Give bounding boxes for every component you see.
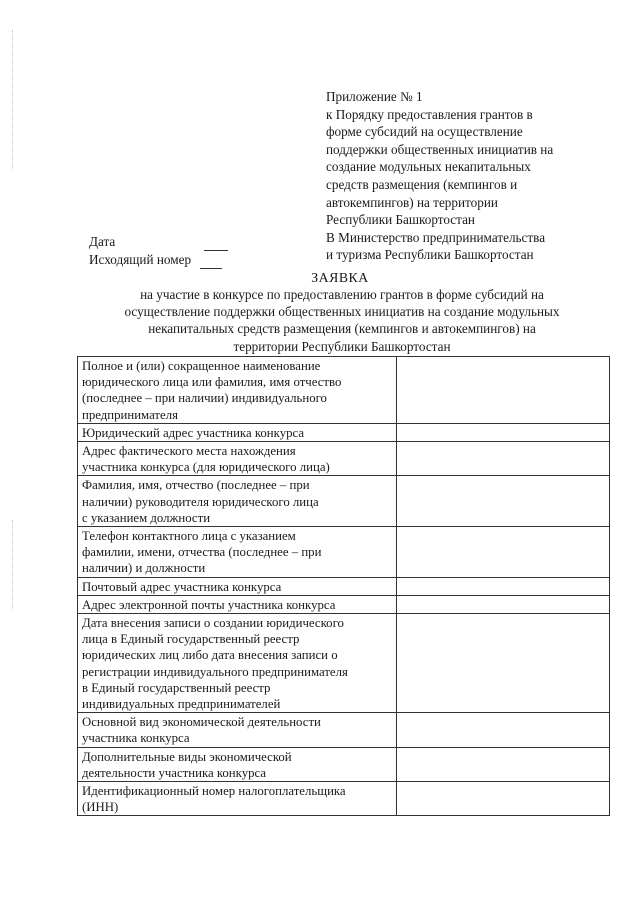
appendix-line: Республики Башкортостан: [326, 212, 475, 228]
value-cell-legal-address[interactable]: [397, 423, 610, 441]
row-label-registration-date: [78, 614, 397, 713]
appendix-line: создание модульных некапитальных: [326, 159, 531, 175]
appendix-line: форме субсидий на осуществление: [326, 124, 523, 140]
row-label-legal-address: [78, 423, 397, 441]
row-label-inn: [78, 782, 397, 816]
label-line: Почтовый адрес участника конкурса: [82, 579, 282, 594]
row-label-head-name: [78, 476, 397, 527]
value-cell-contact-phone[interactable]: [397, 527, 610, 578]
outgoing-number-line: [89, 251, 228, 269]
table-row: [78, 713, 610, 747]
subtitle-line: некапитальных средств размещения (кемпингов и автокемпингов) на: [148, 321, 536, 337]
scan-edge-mark: [12, 520, 13, 610]
label-line: Дата внесения записи о создании юридического: [82, 616, 344, 631]
label-line: Фамилия, имя, отчество (последнее – при: [82, 478, 310, 493]
application-form-table: [77, 356, 610, 816]
table-row: [78, 357, 610, 424]
table-row: [78, 476, 610, 527]
table-row: [78, 614, 610, 713]
value-cell-head-name[interactable]: [397, 476, 610, 527]
table-row: [78, 782, 610, 816]
row-label-additional-activities: [78, 747, 397, 781]
value-cell-main-activity[interactable]: [397, 713, 610, 747]
value-cell-postal-address[interactable]: [397, 577, 610, 595]
row-label-actual-address: [78, 442, 397, 476]
label-line: фамилии, имени, отчества (последнее – при: [82, 545, 322, 560]
appendix-note: [326, 88, 596, 229]
label-line: с указанием должности: [82, 510, 211, 525]
row-label-postal-address: [78, 577, 397, 595]
value-cell-organization-name[interactable]: [397, 357, 610, 424]
appendix-line: поддержки общественных инициатив на: [326, 141, 554, 157]
label-line: Идентификационный номер налогоплательщика: [82, 784, 346, 799]
date-label: Дата: [89, 234, 116, 249]
appendix-line: к Порядку предоставления грантов в: [326, 106, 533, 122]
outgoing-number-field[interactable]: [200, 251, 222, 269]
label-line: наличии) руководителя юридического лица: [82, 494, 319, 509]
label-line: Телефон контактного лица с указанием: [82, 529, 296, 544]
document-title: ЗАЯВКА: [311, 270, 369, 285]
label-line: деятельности участника конкурса: [82, 765, 267, 780]
recipient-line: В Министерство предпринимательства: [326, 230, 546, 245]
label-line: Дополнительные виды экономической: [82, 749, 292, 764]
label-line: Полное и (или) сокращенное наименование: [82, 359, 321, 373]
subtitle-line: на участие в конкурсе по предоставлению грантов в форме субсидий на: [140, 287, 544, 302]
appendix-line: автокемпингов) на территории: [326, 194, 498, 210]
label-line: участника конкурса (для юридического лица): [82, 460, 330, 475]
row-label-contact-phone: [78, 527, 397, 578]
label-line: предпринимателя: [82, 407, 178, 422]
label-line: индивидуальных предпринимателей: [82, 697, 281, 712]
label-line: (ИНН): [82, 800, 119, 815]
document-subtitle: [72, 286, 612, 355]
table-row: [78, 423, 610, 441]
recipient-block: [326, 229, 606, 263]
scan-edge-mark: [12, 30, 13, 170]
label-line: наличии) и должности: [82, 561, 206, 576]
label-line: Адрес фактического места нахождения: [82, 444, 296, 459]
row-label-organization-name: [78, 357, 397, 424]
appendix-line: средств размещения (кемпингов и: [326, 176, 518, 192]
label-line: регистрации индивидуального предпринимателя: [82, 664, 348, 679]
date-line: [89, 233, 228, 251]
value-cell-email[interactable]: [397, 595, 610, 613]
table-row: [78, 747, 610, 781]
value-cell-actual-address[interactable]: [397, 442, 610, 476]
date-field[interactable]: [204, 233, 228, 251]
label-line: юридического лица или фамилия, имя отчество: [82, 375, 342, 390]
label-line: Юридический адрес участника конкурса: [82, 425, 305, 440]
appendix-line: Приложение № 1: [326, 89, 423, 104]
label-line: в Единый государственный реестр: [82, 680, 271, 695]
row-label-main-activity: [78, 713, 397, 747]
table-row: [78, 577, 610, 595]
recipient-line: и туризма Республики Башкортостан: [326, 247, 534, 262]
outgoing-number-label: Исходящий номер: [89, 252, 192, 267]
table-row: [78, 527, 610, 578]
document-meta: [89, 233, 228, 269]
label-line: лица в Единый государственный реестр: [82, 632, 300, 647]
label-line: юридических лиц либо дата внесения записи о: [82, 648, 338, 663]
label-line: участника конкурса: [82, 731, 190, 746]
subtitle-line: осуществление поддержки общественных инициатив на создание модульных: [124, 304, 560, 320]
value-cell-registration-date[interactable]: [397, 614, 610, 713]
table-row: [78, 595, 610, 613]
value-cell-additional-activities[interactable]: [397, 747, 610, 781]
label-line: (последнее – при наличии) индивидуального: [82, 391, 327, 406]
table-row: [78, 442, 610, 476]
value-cell-inn[interactable]: [397, 782, 610, 816]
subtitle-line: территории Республики Башкортостан: [233, 338, 451, 354]
label-line: Основной вид экономической деятельности: [82, 715, 321, 730]
row-label-email: [78, 595, 397, 613]
label-line: Адрес электронной почты участника конкурса: [82, 597, 336, 612]
